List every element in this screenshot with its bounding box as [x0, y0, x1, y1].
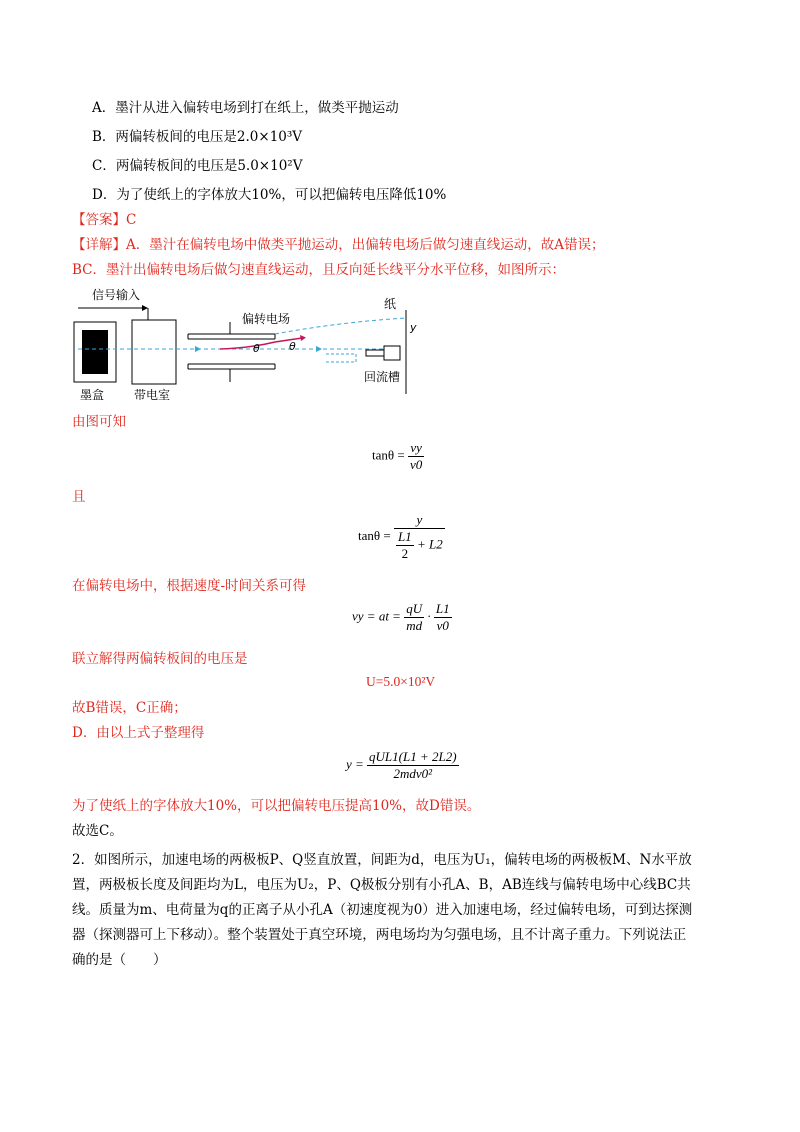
signal-input-label: 信号输入	[92, 288, 141, 302]
q2-line-3: 线。质量为m、电荷量为q的正离子从小孔A（初速度视为0）进入加速电场，经过偏转电场，可到达探测	[72, 902, 693, 918]
eq3-fraction-1	[404, 601, 424, 634]
equation-1	[372, 440, 424, 473]
return-trough-label: 回流槽	[364, 370, 401, 384]
eq3-f2-num: L1	[435, 601, 450, 616]
option-b: B．两偏转板间的电压是2.0×10³V	[92, 129, 303, 145]
charge-chamber-label: 带电室	[134, 388, 171, 400]
option-d: D．为了使纸上的字体放大10%，可以把偏转电压降低10%	[92, 187, 447, 203]
q2-line-1: 2．如图所示，加速电场的两极板P、Q竖直放置，间距为d，电压为U₁，偏转电场的两极板M、N水平放	[72, 852, 692, 868]
q2-line-5: 确的是（ ）	[72, 952, 167, 968]
d-conclusion: 为了使纸上的字体放大10%，可以把偏转电压提高10%，故D错误。	[72, 798, 481, 814]
explain-a-text: A．墨汁在偏转电场中做类平抛运动，出偏转电场后做匀速直线运动，故A错误；	[126, 237, 605, 253]
eq2-fraction	[394, 512, 445, 562]
explain-label: 【详解】	[72, 237, 126, 253]
eq1-den: v0	[409, 457, 423, 472]
inkjet-diagram	[70, 282, 420, 400]
deflection-field-label: 偏转电场	[242, 312, 291, 326]
eq1-lhs: tanθ =	[372, 447, 405, 463]
eq2-inner-den: 2	[401, 546, 409, 561]
eq3-f1-den: md	[406, 618, 423, 633]
d-intro: D．由以上式子整理得	[72, 725, 205, 741]
return-path	[326, 354, 356, 362]
y-label: y	[410, 321, 417, 334]
in-field-text: 在偏转电场中，根据速度-时间关系可得	[72, 578, 307, 594]
from-figure-text: 由图可知	[72, 414, 126, 430]
axis-arrow-1	[195, 346, 201, 352]
result-value: U=5.0×10²V	[366, 674, 436, 689]
eq3-f1-num: qU	[406, 601, 423, 616]
answer-line	[72, 211, 136, 229]
signal-arrow-head	[142, 305, 148, 311]
theta-label-1: θ	[253, 342, 260, 355]
eq4-lhs: y =	[346, 756, 364, 772]
equation-2	[358, 512, 445, 562]
eq4-num: qUL1(L1 + 2L2)	[369, 749, 457, 764]
eq4-fraction	[367, 749, 459, 782]
explain-line-2: BC．墨汁出偏转电场后做匀速直线运动，且反向延长线平分水平位移，如图所示：	[72, 262, 565, 278]
option-c: C．两偏转板间的电压是5.0×10²V	[92, 158, 303, 174]
eq2-den-tail: + L2	[416, 536, 443, 552]
q2-line-4: 器（探测器可上下移动）。整个装置处于真空环境，两电场均为匀强电场，且不计离子重力。下列说法正	[72, 927, 687, 943]
charge-chamber	[132, 320, 176, 384]
solve-text: 联立解得两偏转板间的电压是	[72, 651, 248, 667]
final-answer: 故选C。	[72, 823, 123, 839]
trajectory-extension	[275, 318, 406, 334]
paper-label: 纸	[384, 297, 397, 311]
explain-line-1	[72, 236, 605, 254]
trajectory-arrow	[300, 335, 306, 341]
eq1-num: vy	[408, 440, 424, 457]
ink-box-inner	[82, 330, 108, 374]
equation-4	[346, 749, 459, 782]
eq3-dot: ·	[427, 608, 431, 624]
eq3-f2-den: v0	[436, 618, 449, 633]
bc-conclusion: 故B错误，C正确；	[72, 700, 187, 716]
option-a: A．墨汁从进入偏转电场到打在纸上，做类平抛运动	[92, 100, 399, 116]
answer-label: 【答案】	[72, 212, 126, 228]
eq4-den: 2mdv0²	[393, 766, 433, 781]
deflection-trajectory	[220, 342, 275, 349]
answer-value: C	[126, 212, 137, 228]
theta-label-2: θ	[289, 340, 296, 353]
q2-line-2: 置，两极板长度及间距均为L，电压为U₂，P、Q极板分别有小孔A、B，AB连线与偏转电场中心线BC共	[72, 877, 691, 893]
and-text: 且	[72, 489, 86, 505]
eq2-lhs: tanθ =	[358, 527, 391, 543]
equation-3	[352, 601, 452, 634]
eq1-fraction	[408, 440, 424, 473]
eq3-lhs: vy = at =	[352, 608, 401, 624]
ink-box-label: 墨盒	[80, 388, 105, 400]
eq2-num: y	[394, 512, 445, 529]
eq2-inner-num: L1	[397, 529, 412, 544]
return-trough-pipe	[366, 350, 384, 356]
eq3-fraction-2	[434, 601, 452, 634]
eq2-den	[394, 529, 445, 562]
return-trough-box	[384, 346, 400, 360]
axis-arrow-2	[316, 346, 322, 352]
eq2-inner-fraction	[396, 529, 414, 562]
